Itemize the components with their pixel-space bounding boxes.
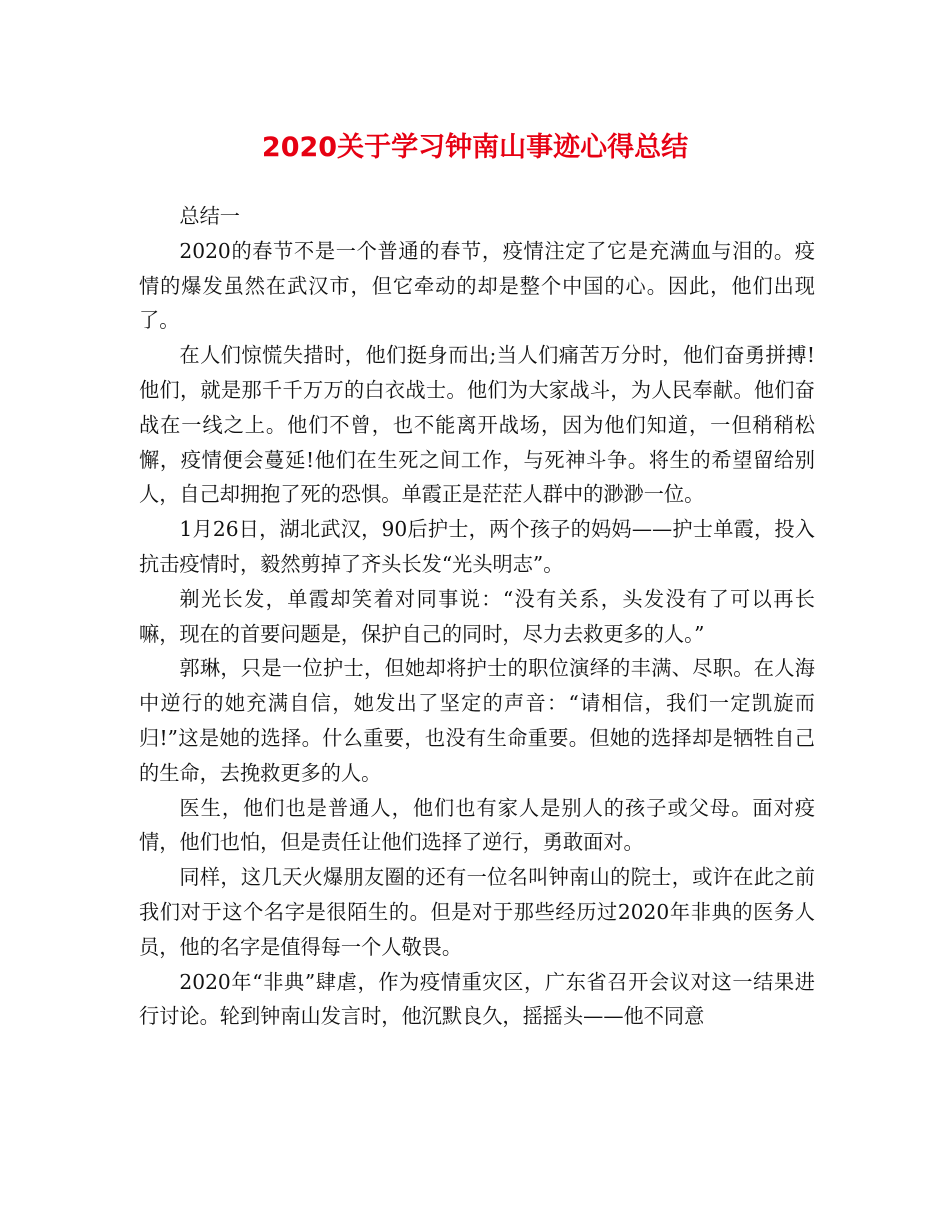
document-body <box>139 199 815 1034</box>
paragraph-1: 2020的春节不是一个普通的春节，疫情注定了它是充满血与泪的。疫情的爆发虽然在武汉市，但它牵动的却是整个中国的心。因此，他们出现了。 <box>139 238 815 333</box>
paragraph-7: 同样，这几天火爆朋友圈的还有一位名叫钟南山的院士，或许在此之前我们对于这个名字是很陌生的。但是对于那些经历过2020年非典的医务人员，他的名字是值得每一个人敬畏。 <box>139 865 815 959</box>
paragraph-6: 医生，他们也是普通人，他们也有家人是别人的孩子或父母。面对疫情，他们也怕，但是责任让他们选择了逆行，勇敢面对。 <box>139 795 815 855</box>
paragraph-3: 1月26日，湖北武汉，90后护士，两个孩子的妈妈——护士单霞，投入抗击疫情时，毅然剪掉了齐头长发“光头明志”。 <box>139 517 815 576</box>
paragraph-4: 剃光长发，单霞却笑着对同事说：“没有关系，头发没有了可以再长嘛，现在的首要问题是，保护自己的同时，尽力去救更多的人。” <box>139 586 815 646</box>
paragraph-2: 在人们惊慌失措时，他们挺身而出;当人们痛苦万分时，他们奋勇拼搏!他们，就是那千千万万的白衣战士。他们为大家战斗，为人民奉献。他们奋战在一线之上。他们不曾，也不能离开战场，因为他们知道，一但稍稍松懈，疫情便会蔓延!他们在生死之间工作，与死神斗争。将生的希望留给别人，自己却拥抱了死的恐惧。单霞正是茫茫人群中的渺渺一位。 <box>139 343 815 507</box>
document-title: 2020关于学习钟南山事迹心得总结 <box>261 132 689 163</box>
paragraph-5: 郭琳，只是一位护士，但她却将护士的职位演绎的丰满、尽职。在人海中逆行的她充满自信，她发出了坚定的声音：“请相信，我们一定凯旋而归!”这是她的选择。什么重要，也没有生命重要。但她的选择却是牺牲自己的生命，去挽救更多的人。 <box>139 656 815 785</box>
section-label: 总结一 <box>179 204 240 228</box>
paragraph-8: 2020年“非典”肆虐，作为疫情重灾区，广东省召开会议对这一结果进行讨论。轮到钟南山发言时，他沉默良久，摇摇头——他不同意 <box>139 969 815 1029</box>
